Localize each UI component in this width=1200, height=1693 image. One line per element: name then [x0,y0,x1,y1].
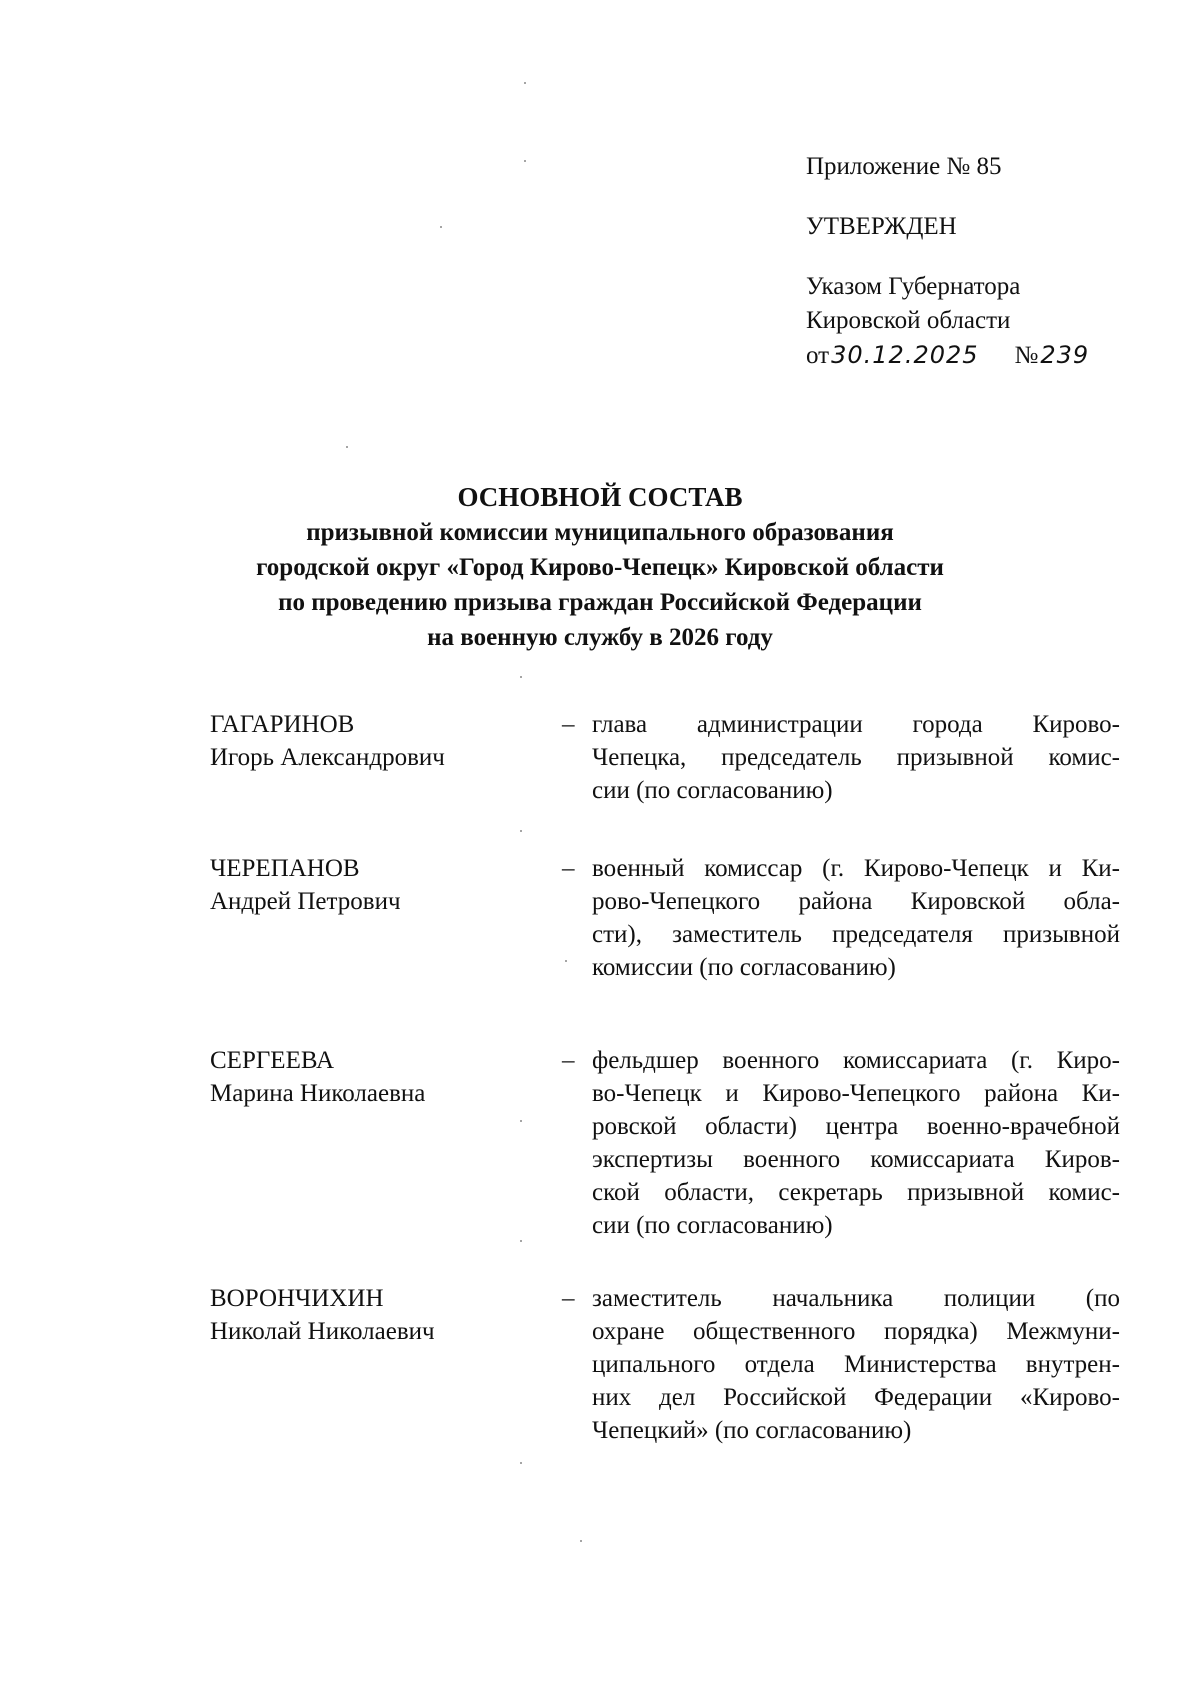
title-line-3: по проведению призыва граждан Российской Федерации [278,589,922,616]
scan-speck [520,676,522,678]
role-line: фельдшер военного комиссариата (г. Киро- [592,1047,1120,1074]
role-line: ской области, секретарь призывной комис- [592,1179,1120,1206]
member-given-names: Игорь Александрович [210,744,445,771]
role-line: сии (по согласованию) [592,1212,833,1239]
role-line: военный комиссар (г. Кирово-Чепецк и Ки- [592,855,1120,882]
from-label: от [806,342,830,369]
scan-speck [565,960,567,962]
member-role [592,852,1120,984]
member-role [592,708,1120,807]
appendix-number: Приложение № 85 [806,153,1002,180]
role-line: ципального отдела Министерства внутрен- [592,1351,1120,1378]
number-label: № [1014,342,1039,369]
document-title [150,480,1050,655]
title-main: ОСНОВНОЙ СОСТАВ [457,482,743,512]
scan-speck [520,1462,522,1464]
handwritten-date: 30.12.2025 [831,341,979,369]
role-line: ровской области) центра военно-врачебной [592,1113,1120,1140]
scan-speck [440,226,442,228]
role-line: Чепецка, председатель призывной комис- [592,744,1120,771]
member-name [210,708,540,774]
member-given-names: Николай Николаевич [210,1318,435,1345]
title-line-2: городской округ «Город Кирово-Чепецк» Кировской области [256,554,944,581]
member-dash: – [562,1285,575,1312]
member-dash: – [562,1047,575,1074]
role-line: глава администрации города Кирово- [592,711,1120,738]
scan-speck [580,1540,582,1542]
role-line: Чепецкий» (по согласованию) [592,1417,912,1444]
decree-date-number-line [806,338,1166,373]
role-line: охране общественного порядка) Межмуни- [592,1318,1120,1345]
handwritten-number: 239 [1040,341,1090,369]
role-line: сии (по согласованию) [592,777,833,804]
role-line: заместитель начальника полиции (по [592,1285,1120,1312]
title-line-4: на военную службу в 2026 году [427,624,773,651]
title-line-1: призывной комиссии муниципального образования [306,519,894,546]
member-dash: – [562,855,575,882]
member-name [210,1044,540,1110]
role-line: экспертизы военного комиссариата Киров- [592,1146,1120,1173]
member-role [592,1282,1120,1447]
member-surname: ГАГАРИНОВ [210,711,355,738]
member-given-names: Андрей Петрович [210,888,401,915]
scan-speck [346,446,348,448]
member-dash: – [562,711,575,738]
approved-stamp-text: УТВЕРЖДЕН [806,213,957,240]
scan-speck [520,1120,522,1122]
member-role [592,1044,1120,1242]
member-given-names: Марина Николаевна [210,1080,426,1107]
member-surname: ЧЕРЕПАНОВ [210,855,360,882]
scan-speck [520,1240,522,1242]
approval-block [806,150,1166,373]
member-name [210,852,540,918]
role-line: во-Чепецк и Кирово-Чепецкого района Ки- [592,1080,1120,1107]
role-line: рово-Чепецкого района Кировской обла- [592,888,1120,915]
member-name [210,1282,540,1348]
member-surname: ВОРОНЧИХИН [210,1285,384,1312]
member-surname: СЕРГЕЕВА [210,1047,334,1074]
decree-line-2: Кировской области [806,307,1011,334]
role-line: комиссии (по согласованию) [592,954,896,981]
role-line: сти), заместитель председателя призывной [592,921,1120,948]
decree-line-1: Указом Губернатора [806,273,1021,300]
role-line: них дел Российской Федерации «Кирово- [592,1384,1120,1411]
scan-speck [524,160,526,162]
scan-speck [520,830,522,832]
scan-speck [524,82,526,84]
